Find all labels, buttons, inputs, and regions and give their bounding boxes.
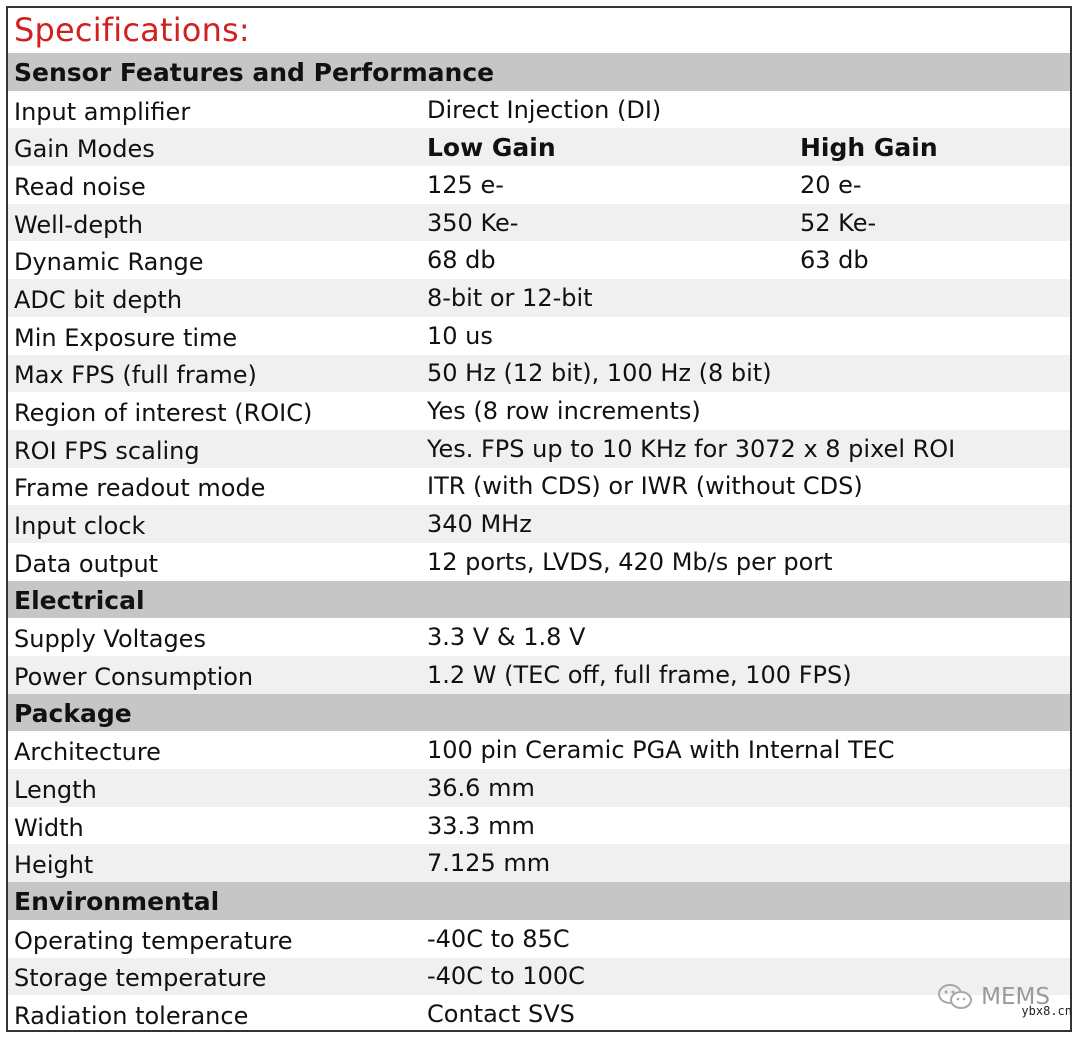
section-header: [8, 882, 1070, 920]
spec-value: -40C to 100C: [427, 962, 585, 991]
spec-label: Input clock: [14, 512, 146, 541]
spec-label: Read noise: [14, 172, 146, 201]
spec-value: 50 Hz (12 bit), 100 Hz (8 bit): [427, 359, 772, 388]
section-header: [8, 53, 1070, 91]
spec-value: Direct Injection (DI): [427, 95, 662, 124]
spec-label: ADC bit depth: [14, 285, 183, 314]
spec-row: [8, 355, 1070, 393]
spec-label: Well-depth: [14, 210, 143, 239]
spec-label: Data output: [14, 549, 159, 578]
spec-value: 1.2 W (TEC off, full frame, 100 FPS): [427, 660, 852, 689]
spec-row: [8, 920, 1070, 958]
spec-row: [8, 204, 1070, 242]
spec-row: [8, 505, 1070, 543]
spec-value: 8-bit or 12-bit: [427, 283, 593, 312]
spec-value: 36.6 mm: [427, 773, 535, 802]
spec-label: Input amplifier: [14, 97, 191, 126]
spec-value: Contact SVS: [427, 1000, 575, 1029]
spec-label: Supply Voltages: [14, 625, 206, 654]
spec-value-high-gain: 63 db: [800, 246, 869, 275]
spec-label: Region of interest (ROIC): [14, 399, 313, 428]
spec-value: ITR (with CDS) or IWR (without CDS): [427, 472, 863, 501]
section-title: Package: [14, 699, 132, 729]
spec-value: Yes. FPS up to 10 KHz for 3072 x 8 pixel ROI: [427, 434, 956, 463]
spec-row: [8, 844, 1070, 882]
spec-label: Storage temperature: [14, 964, 267, 993]
spec-row: [8, 731, 1070, 769]
spec-sheet: [6, 6, 1072, 1032]
spec-row: [8, 241, 1070, 279]
spec-label: Radiation tolerance: [14, 1002, 249, 1031]
watermark-site: ybx8.cn: [1021, 1004, 1072, 1018]
spec-label: Width: [14, 813, 84, 842]
spec-value: 340 MHz: [427, 510, 532, 539]
spec-label: Height: [14, 851, 94, 880]
spec-label: Operating temperature: [14, 926, 293, 955]
spec-label: Architecture: [14, 738, 161, 767]
spec-label: Frame readout mode: [14, 474, 266, 503]
spec-value-high-gain: 20 e-: [800, 170, 862, 199]
spec-value: Low Gain: [427, 132, 556, 162]
spec-row: [8, 392, 1070, 430]
spec-row: [8, 958, 1070, 996]
section-title: Electrical: [14, 585, 145, 615]
spec-label: Max FPS (full frame): [14, 361, 257, 390]
page-title: Specifications:: [14, 11, 250, 49]
spec-row: [8, 769, 1070, 807]
spec-label: Power Consumption: [14, 662, 254, 691]
spec-label: Dynamic Range: [14, 248, 204, 277]
spec-value: 7.125 mm: [427, 849, 551, 878]
spec-table: [8, 53, 1070, 1032]
spec-row: [8, 128, 1070, 166]
spec-row: [8, 430, 1070, 468]
spec-value: Yes (8 row increments): [427, 397, 701, 426]
section-title: Environmental: [14, 887, 220, 917]
spec-value: 3.3 V & 1.8 V: [427, 623, 586, 652]
spec-row: [8, 166, 1070, 204]
spec-value: 100 pin Ceramic PGA with Internal TEC: [427, 736, 895, 765]
spec-row: [8, 468, 1070, 506]
spec-value: 350 Ke-: [427, 208, 519, 237]
spec-row: [8, 279, 1070, 317]
section-title: Sensor Features and Performance: [14, 58, 495, 88]
spec-value: -40C to 85C: [427, 924, 570, 953]
section-header: [8, 694, 1070, 732]
spec-row: [8, 995, 1070, 1032]
spec-value-high-gain: High Gain: [800, 132, 938, 162]
spec-label: ROI FPS scaling: [14, 436, 200, 465]
section-header: [8, 581, 1070, 619]
spec-row: [8, 317, 1070, 355]
spec-row: [8, 91, 1070, 129]
spec-row: [8, 656, 1070, 694]
spec-value: 125 e-: [427, 170, 504, 199]
spec-value: 12 ports, LVDS, 420 Mb/s per port: [427, 547, 833, 576]
spec-label: Length: [14, 775, 97, 804]
spec-value: 10 us: [427, 321, 493, 350]
spec-row: [8, 618, 1070, 656]
spec-value: 33.3 mm: [427, 811, 535, 840]
spec-value-high-gain: 52 Ke-: [800, 208, 877, 237]
spec-label: Min Exposure time: [14, 323, 238, 352]
watermark-text: MEMS: [981, 984, 1050, 1010]
spec-row: [8, 543, 1070, 581]
spec-value: 68 db: [427, 246, 496, 275]
spec-label: Gain Modes: [14, 135, 155, 164]
spec-row: [8, 807, 1070, 845]
